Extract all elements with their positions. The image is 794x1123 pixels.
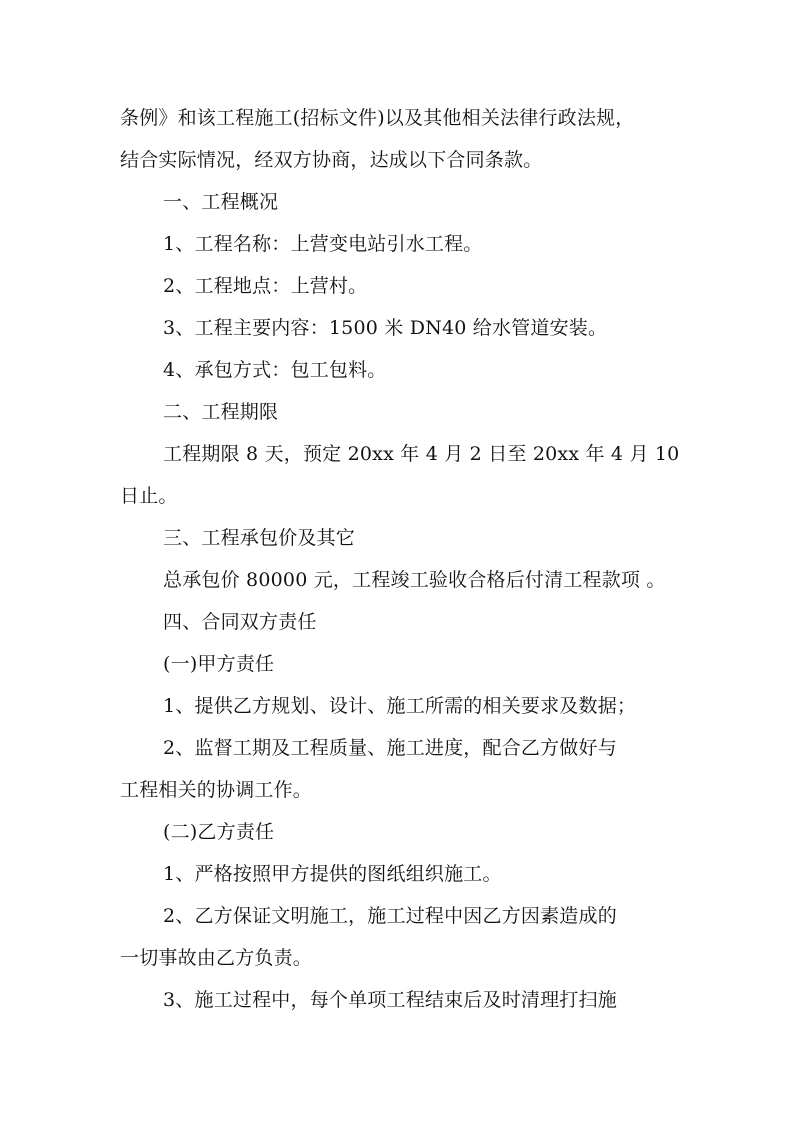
paragraph-line: 日止。 — [120, 485, 178, 507]
paragraph-line: 2、工程地点：上营村。 — [163, 275, 368, 297]
paragraph-line: 工程期限 8 天，预定 20xx 年 4 月 2 日至 20xx 年 4 月 10 — [163, 443, 680, 465]
section-heading: 三、工程承包价及其它 — [163, 527, 356, 549]
paragraph-line: 条例》和该工程施工(招标文件)以及其他相关法律行政法规， — [120, 107, 635, 129]
paragraph-line: 3、工程主要内容：1500 米 DN40 给水管道安装。 — [163, 317, 608, 339]
subsection-heading: (二)乙方责任 — [163, 821, 275, 843]
paragraph-line: 1、严格按照甲方提供的图纸组织施工。 — [163, 863, 502, 885]
subsection-heading: (一)甲方责任 — [163, 653, 275, 675]
paragraph-line: 一切事故由乙方负责。 — [120, 947, 313, 969]
paragraph-line: 1、提供乙方规划、设计、施工所需的相关要求及数据； — [163, 695, 637, 717]
paragraph-line: 2、乙方保证文明施工，施工过程中因乙方因素造成的 — [163, 905, 617, 927]
paragraph-line: 3、施工过程中，每个单项工程结束后及时清理打扫施 — [163, 989, 617, 1011]
paragraph-line: 4、承包方式：包工包料。 — [163, 359, 387, 381]
paragraph-line: 结合实际情况，经双方协商，达成以下合同条款。 — [120, 149, 543, 171]
section-heading: 一、工程概况 — [163, 191, 279, 213]
paragraph-line: 总承包价 80000 元，工程竣工验收合格后付清工程款项 。 — [163, 569, 666, 591]
paragraph-line: 1、工程名称：上营变电站引水工程。 — [163, 233, 483, 255]
section-heading: 四、合同双方责任 — [163, 611, 317, 633]
paragraph-line: 2、监督工期及工程质量、施工进度，配合乙方做好与 — [163, 737, 617, 759]
section-heading: 二、工程期限 — [163, 401, 279, 423]
paragraph-line: 工程相关的协调工作。 — [120, 779, 313, 801]
